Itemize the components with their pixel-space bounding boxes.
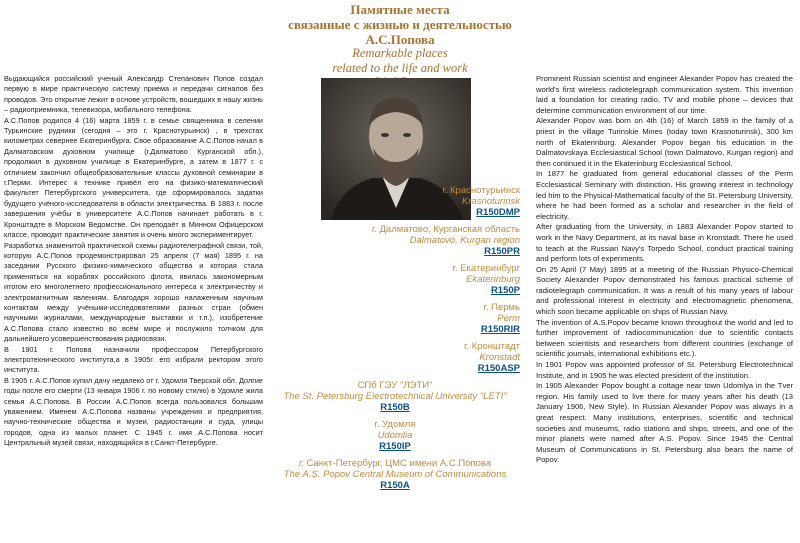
place-name-en: The St. Petersburg Electrotechnical University "LETI" xyxy=(283,390,507,402)
paragraph: А.С.Попов родился 4 (16) марта 1859 г. в семье священника в селении Турьинские рудники (сегодня – это г. Краснотурьинск) , в трехстах километрах севернее Екатеринбурга. Свое образование А.С.Попов начал в Далматовском духовном училище (г.Далматово Курганской обл.), продолжил в духовном училище в Екатеринбурге, а затем в 1877 г. с отличием закончил общеобразовательные классы духовной семинарии в г.Перми. Интерес к технике привёл его на физико-математический факультет Петербургского университета, где сформировалось задатки будущего учёного-исследователя в области электричества. В 1883 г. после завершения учёбы в университете А.С.Попов начинает работать в г. Кронштадте в Морском Ведомстве. Он преподаёт в Минном Офицерском классе, проводит практические занятия и очень много экспериментирует. xyxy=(4,115,263,240)
paragraph: After graduating from the University, in 1883 Alexander Popov started to work in the Navy Department, at its naval base in Kronstadt. There he used to teach at the Russian Navy's Torpedo School, conduct practical training and perform lots of experiments. xyxy=(536,222,793,264)
place-item xyxy=(270,420,520,452)
place-name-ru: г. Екатеринбург xyxy=(452,263,520,274)
place-code-link[interactable]: R150IP xyxy=(379,441,411,452)
paragraph: Выдающийся российский ученый Александр Степанович Попов создал первую в мире практическую систему приема и передачи сигналов без проводов. Это открытие лежит в основе устройств, вошедших в нашу жизнь – радиоприемника, телевизора, мобильного телефона. xyxy=(4,74,263,115)
place-name-en: Ekaterinburg xyxy=(466,273,520,285)
title-en-line: Remarkable places xyxy=(352,46,448,60)
paragraph: The invention of A.S.Popov became known throughout the world and led to further improvement of radiocommunication due to scientific contacts between scientists and researchers from different countries (exchange of scientific journals, international exhibitions etc.). xyxy=(536,317,793,359)
title-en-line: related to the life and work xyxy=(332,60,468,75)
place-item xyxy=(270,225,520,257)
paragraph: Alexander Popov was born on 4th (16) of March 1859 in the family of a priest in the village Turinskie Mines (today town Krasnoturinsk), 300 km north of Ekaterinburg. Alexander Popov began his education in the Dalmatovskaya Ecclesiastical School (town Dalmatovo, Kurgan region) and then continued it in the Ekaterinburg Ecclesiastical School. xyxy=(536,116,793,168)
place-item xyxy=(270,186,520,218)
place-name-en: Kronstadt xyxy=(479,351,520,363)
paragraph: In 1877 he graduated from general educational classes of the Perm Ecclesiastical Seminary with distinction. His growing interest in technology led him to the Physical-Mathematical faculty of the St. Petersburg University, where he had been formed as a scholar and researcher in the field of electricity. xyxy=(536,169,793,221)
place-code-link[interactable]: R150DMP xyxy=(476,207,520,218)
title-ru-line: Памятные места xyxy=(350,2,450,17)
paragraph: В 1901 г. Попова назначили профессором Петербургского электротехнического института,а в 1905г. его избрали ректором этого института. xyxy=(4,344,263,375)
place-item xyxy=(270,303,520,335)
place-name-ru: г. Удомля xyxy=(374,419,416,430)
place-code-link[interactable]: R150B xyxy=(380,402,410,413)
place-name-ru: СПб ГЭУ "ЛЭТИ" xyxy=(357,380,433,391)
place-code-link[interactable]: R150PR xyxy=(484,246,520,257)
place-name-en: Udomlia xyxy=(377,429,413,441)
place-name-ru: г. Пермь xyxy=(483,302,520,313)
place-name-en: Perm xyxy=(497,312,520,324)
paragraph: Разработка знаменитой практической схемы радиотелеграфной связи, той, которую А.С.Попов продемонстрировал 25 апреля (7 мая) 1895 г. на заседании Русского физико-химического общества и которая стала применяться на кораблях российского флота, явилась закономерным итогом его многолетнего профессионального интереса к электричеству и электромагнитным явлениям. Благодаря хорошо налаженным научным контактам между учёными-исследователями разных стран (обмен научными журналами, международные выставки и т.п.), изобретение А.С.Попова стало известно во всём мире и послужило толчком для дальнейшего усовершенствования радиосвязи. xyxy=(4,240,263,344)
title-ru-line: связанные с жизнью и деятельностью xyxy=(288,17,512,32)
place-item xyxy=(270,342,520,374)
paragraph: On 25 April (7 May) 1895 at a meeting of the Russian Physico-Chemical Society Alexander Popov demonstrated his famous practical scheme of radiotelegraph communication. It was a result of his many years of labour and professional interest in electricity and electromagnetic phenomena, which soon became applicable on ships of Russian Navy. xyxy=(536,264,793,317)
place-code-link[interactable]: R150ASP xyxy=(477,363,520,374)
place-code-link[interactable]: R150RIR xyxy=(480,324,520,335)
paragraph: In 1901 Popov was appointed professor of St. Petersburg Electrotechnical Institute, and in 1905 he was elected president of the institution. xyxy=(536,360,793,380)
place-name-en: Dalmatovo, Kurgan region xyxy=(409,234,520,246)
place-code-link[interactable]: R150A xyxy=(380,480,410,491)
place-name-en: Krasnoturinsk xyxy=(461,195,520,207)
place-code-link[interactable]: R150P xyxy=(490,285,520,296)
place-name-ru: г. Далматово, Курганская область xyxy=(371,224,520,235)
paragraph: Prominent Russian scientist and engineer Alexander Popov has created the world's first wireless radiotelegraph communication system. This invention laid a foundation for creating radio, TV and mobile phone – devices that determine communication environment of our time. xyxy=(536,74,793,115)
place-name-en: The A.S. Popov Central Museum of Communications xyxy=(283,468,507,480)
title-ru-line: А.С.Попова xyxy=(365,32,435,47)
place-name-ru: г. Санкт-Петербург, ЦМС имени А.С.Попова xyxy=(298,458,492,469)
paragraph: In 1905 Alexander Popov bought a cottage near town Udomlya in the Tver region. His family used to live there for many years after his death (13 January 1906, New Style). In Russian Alexander Popov was always in a great respect. Many institutions, enterprises, scientific and technical societies and museums, radio stations and ships, streets, and one of the minor planets were named after A.S. Popov. Since 1945 the Central Museum of Communications in St. Petersburg also bears the name of Popov. xyxy=(536,381,793,465)
paragraph: В 1905 г. А.С.Попов купил дачу недалеко от г. Удомля Тверской обл. Долгие годы после его смерти (13 января 1906 г. по новому стилю) в Удомле жила семья А.С.Попова. В России А.С.Попов всегда пользовался большим уважением. Именем А.С.Попова названы учреждения и предприятия, научно-технические общества и музеи, радиостанции и суда, улицы городов, одна из малых планет. С 1945 г. имя А.С.Попова носит Центральный музей связи, находящийся в г.Санкт-Петербурге. xyxy=(4,375,263,448)
place-name-ru: г. Кронштадт xyxy=(464,341,520,352)
russian-text-column xyxy=(4,74,263,449)
place-name-ru: г. Краснотурьинск xyxy=(442,185,520,196)
place-item xyxy=(270,264,520,296)
places-list xyxy=(270,186,520,498)
english-text-column xyxy=(536,74,793,466)
page-title-ru xyxy=(250,2,550,47)
place-item xyxy=(270,381,520,413)
place-item xyxy=(270,459,520,491)
